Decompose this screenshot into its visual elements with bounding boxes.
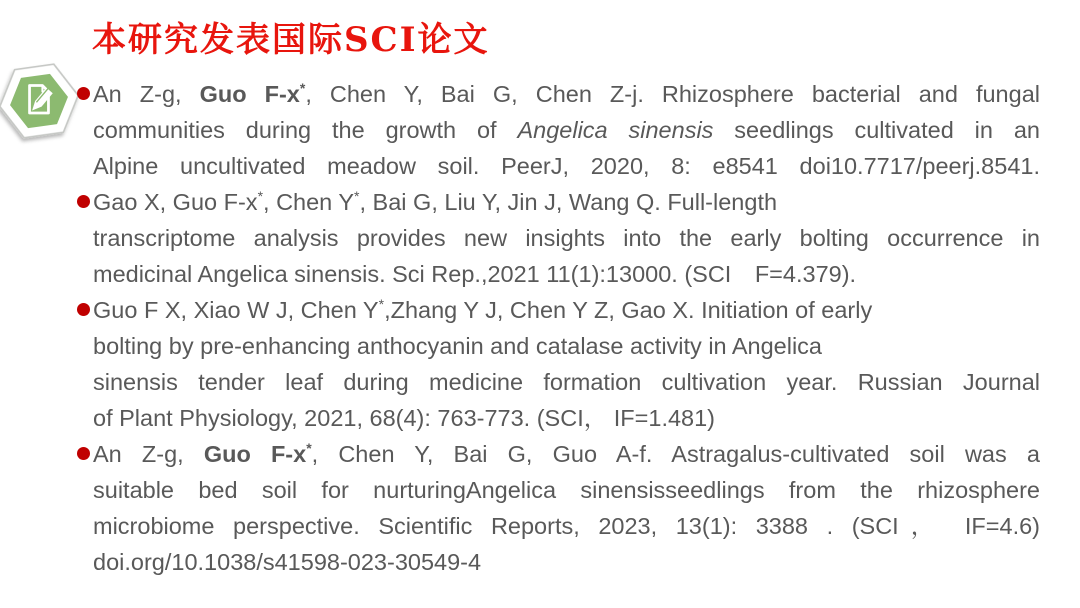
document-pencil-icon: [0, 56, 82, 146]
citation-line: Alpine uncultivated meadow soil. PeerJ, 2020, 8: e8541 doi10.7717/peerj.8541.: [93, 153, 1040, 179]
bullet-icon: [77, 447, 90, 460]
citation-line: microbiome perspective. Scientific Reports, 2023, 13(1): 3388 . (SCI， IF=4.6): [93, 513, 1040, 539]
citation-line: of Plant Physiology, 2021, 68(4): 763-773. (SCI， IF=1.481): [93, 405, 716, 431]
citation-line: suitable bed soil for nurturingAngelica sinensisseedlings from the rhizosphere: [93, 477, 1040, 503]
bullet-icon: [77, 303, 90, 316]
citation-item: [93, 76, 1040, 184]
slide-title: 本研究发表国际SCI论文: [92, 20, 490, 60]
citation-line: sinensis tender leaf during medicine formation cultivation year. Russian Journal: [93, 369, 1040, 395]
citation-item: [93, 184, 1040, 292]
citation-item: [93, 292, 1040, 436]
bullet-icon: [77, 195, 90, 208]
citation-line: doi.org/10.1038/s41598-023-30549-4: [93, 549, 482, 575]
citation-line: An Z-g, Guo F-x*, Chen Y, Bai G, Guo A-f. Astragalus-cultivated soil was a: [93, 440, 1040, 467]
citation-line: medicinal Angelica sinensis. Sci Rep.,2021 11(1):13000. (SCI F=4.379).: [93, 261, 857, 287]
citation-line: transcriptome analysis provides new insights into the early bolting occurrence in: [93, 225, 1040, 251]
bullet-icon: [77, 87, 90, 100]
citation-line: Guo F X, Xiao W J, Chen Y*,Zhang Y J, Chen Y Z, Gao X. Initiation of early: [93, 296, 873, 323]
citation-line: An Z-g, Guo F-x*, Chen Y, Bai G, Chen Z-j. Rhizosphere bacterial and fungal: [93, 80, 1040, 107]
citation-line: communities during the growth of Angelica sinensis seedlings cultivated in an: [93, 117, 1040, 143]
citation-line: Gao X, Guo F-x*, Chen Y*, Bai G, Liu Y, Jin J, Wang Q. Full-length: [93, 188, 778, 215]
citation-line: bolting by pre-enhancing anthocyanin and catalase activity in Angelica: [93, 333, 822, 359]
publication-list: [93, 76, 1040, 580]
citation-item: [93, 436, 1040, 580]
